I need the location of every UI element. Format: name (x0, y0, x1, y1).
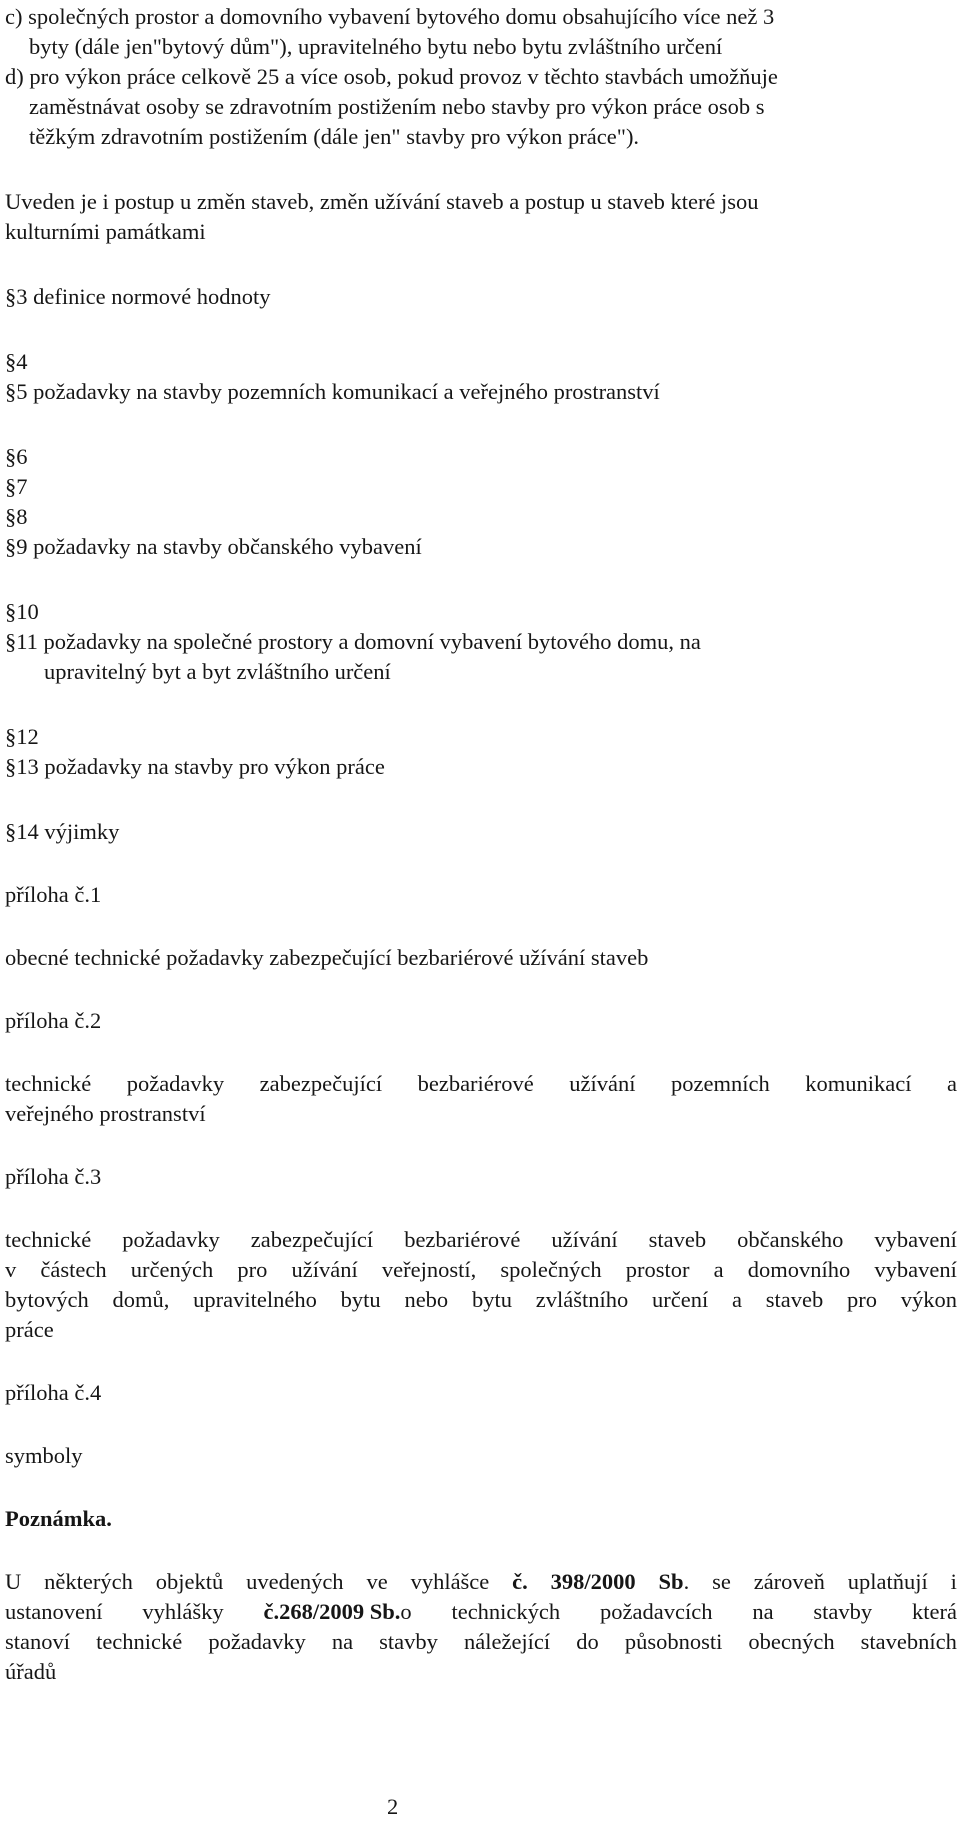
section-8 (5, 502, 28, 532)
section-3 (5, 282, 271, 312)
word: stavby (813, 1599, 873, 1624)
section-symbol-icon: § (5, 349, 17, 374)
word: prostor (625, 1257, 690, 1282)
appendix-2-text-line-1 (5, 1069, 957, 1099)
word: působnosti (624, 1629, 723, 1654)
note-line-3 (5, 1627, 957, 1657)
word: výkon (900, 1287, 957, 1312)
word: požadavcích (600, 1599, 713, 1624)
section-7 (5, 472, 28, 502)
word: staveb (648, 1227, 707, 1252)
word: bezbariérové (404, 1227, 521, 1252)
section-3-text: 3 definice normové hodnoty (16, 284, 271, 309)
section-6-text: 6 (16, 444, 28, 469)
appendix-1-text: obecné technické požadavky zabezpečující bezbariérové užívání staveb (5, 945, 649, 970)
section-5-text: 5 požadavky na stavby pozemních komunikací a veřejného prostranství (16, 379, 660, 404)
word: technické (5, 1227, 92, 1252)
word: se (712, 1569, 731, 1594)
section-4 (5, 347, 28, 377)
section-symbol-icon: § (5, 379, 17, 404)
page-number: 2 (387, 1794, 399, 1819)
word: užívání (551, 1227, 618, 1252)
word: požadavky (208, 1629, 306, 1654)
section-symbol-icon: § (5, 724, 17, 749)
appendix-2-label: příloha č.2 (5, 1008, 102, 1033)
word: částech (40, 1257, 107, 1282)
word: určených (130, 1257, 214, 1282)
section-symbol-icon: § (5, 474, 17, 499)
appendix-4-label: příloha č.4 (5, 1380, 102, 1405)
word: technické (5, 1071, 92, 1096)
item-d-line-1: d) pro výkon práce celkově 25 a více osob, pokud provoz v těchto stavbách umožňuje (5, 64, 778, 89)
item-d-line-2: zaměstnávat osoby se zdravotním postižením nebo stavby pro výkon práce osob s (29, 94, 765, 119)
word: požadavky (126, 1071, 225, 1096)
word: do (576, 1629, 599, 1654)
word: společných (500, 1257, 602, 1282)
word: zabezpečující (259, 1071, 383, 1096)
word: užívání (291, 1257, 358, 1282)
appendix-1-label: příloha č.1 (5, 882, 102, 907)
word: vybavení (874, 1227, 957, 1252)
section-9 (5, 532, 422, 562)
word: a (946, 1071, 957, 1096)
section-4-text: 4 (16, 349, 28, 374)
word: objektů (155, 1569, 224, 1594)
word: stavby (379, 1629, 438, 1654)
appendix-4-text: symboly (5, 1443, 83, 1468)
word: nebo (404, 1287, 449, 1312)
word: veřejností, (381, 1257, 477, 1282)
word: občanského (737, 1227, 844, 1252)
word: technické (96, 1629, 183, 1654)
word: technických (451, 1599, 561, 1624)
section-12 (5, 722, 39, 752)
section-14 (5, 817, 119, 847)
section-14-text: 14 výjimky (16, 819, 120, 844)
word: náležející (463, 1629, 551, 1654)
section-symbol-icon: § (5, 754, 17, 779)
word: pozemních (671, 1071, 770, 1096)
word: domů, (112, 1287, 170, 1312)
section-8-text: 8 (16, 504, 28, 529)
appendix-3-text-line-1 (5, 1225, 957, 1255)
word: č.268/2009 Sb.o (263, 1599, 412, 1624)
item-c-line-2: byty (dále jen"bytový dům"), upravitelného bytu nebo bytu zvláštního určení (29, 34, 723, 59)
word: upravitelného (193, 1287, 317, 1312)
word: obecných (748, 1629, 835, 1654)
word: bytu (340, 1287, 381, 1312)
word: a (713, 1257, 724, 1282)
word: uvedených (246, 1569, 344, 1594)
section-11-text: 11 požadavky na společné prostory a domovní vybavení bytového domu, na (16, 629, 701, 654)
changes-paragraph-line-1: Uveden je i postup u změn staveb, změn užívání staveb a postup u staveb které jsou (5, 189, 759, 214)
section-13 (5, 752, 385, 782)
appendix-3-label: příloha č.3 (5, 1164, 102, 1189)
word: č. (512, 1569, 528, 1594)
word: uplatňují (847, 1569, 928, 1594)
word: komunikací (805, 1071, 912, 1096)
changes-paragraph-line-2: kulturními památkami (5, 219, 206, 244)
note-line-2 (5, 1597, 957, 1627)
section-10-text: 10 (16, 599, 39, 624)
word: staveb (765, 1287, 824, 1312)
note-line-4: úřadů (5, 1659, 57, 1684)
word: zvláštního (535, 1287, 629, 1312)
section-symbol-icon: § (5, 819, 17, 844)
word: na (752, 1599, 774, 1624)
word: Sb. (658, 1569, 690, 1594)
section-symbol-icon: § (5, 284, 17, 309)
section-6 (5, 442, 28, 472)
appendix-2-text-line-2: veřejného prostranství (5, 1101, 206, 1126)
word: na (331, 1629, 354, 1654)
word: vybavení (874, 1257, 957, 1282)
word: pro (846, 1287, 877, 1312)
section-11-line-2: upravitelný byt a byt zvláštního určení (44, 659, 391, 684)
section-9-text: 9 požadavky na stavby občanského vybavení (16, 534, 422, 559)
note-heading: Poznámka. (5, 1506, 112, 1531)
word: stavebních (860, 1629, 957, 1654)
section-11 (5, 627, 701, 657)
word: ustanovení (5, 1599, 103, 1624)
word: požadavky (122, 1227, 220, 1252)
item-d-line-3: těžkým zdravotním postižením (dále jen" stavby pro výkon práce"). (29, 124, 640, 149)
word: bytu (471, 1287, 512, 1312)
word: která (912, 1599, 957, 1624)
word: pro (237, 1257, 268, 1282)
word: 398/2000 (550, 1569, 636, 1594)
section-12-text: 12 (16, 724, 39, 749)
word: i (950, 1569, 957, 1594)
word: a (731, 1287, 742, 1312)
word: bezbariérové (417, 1071, 534, 1096)
appendix-3-text-line-4: práce (5, 1317, 54, 1342)
word: určení (651, 1287, 709, 1312)
word: U (5, 1569, 22, 1594)
word: stanoví (5, 1629, 70, 1654)
section-10 (5, 597, 39, 627)
note-line-1 (5, 1567, 957, 1597)
appendix-3-text-line-3 (5, 1285, 957, 1315)
word: některých (44, 1569, 133, 1594)
section-5 (5, 377, 660, 407)
word: bytových (5, 1287, 89, 1312)
section-symbol-icon: § (5, 444, 17, 469)
item-c-line-1: c) společných prostor a domovního vybavení bytového domu obsahujícího více než 3 (5, 4, 775, 29)
word: vyhlášce (410, 1569, 490, 1594)
word: ve (366, 1569, 388, 1594)
section-symbol-icon: § (5, 504, 17, 529)
section-symbol-icon: § (5, 629, 17, 654)
word: zároveň (753, 1569, 825, 1594)
word: zabezpečující (250, 1227, 374, 1252)
section-symbol-icon: § (5, 599, 17, 624)
word: domovního (747, 1257, 851, 1282)
section-13-text: 13 požadavky na stavby pro výkon práce (16, 754, 385, 779)
section-7-text: 7 (16, 474, 28, 499)
word: vyhlášky (142, 1599, 224, 1624)
word: užívání (569, 1071, 636, 1096)
section-symbol-icon: § (5, 534, 17, 559)
word: v (5, 1257, 17, 1282)
appendix-3-text-line-2 (5, 1255, 957, 1285)
